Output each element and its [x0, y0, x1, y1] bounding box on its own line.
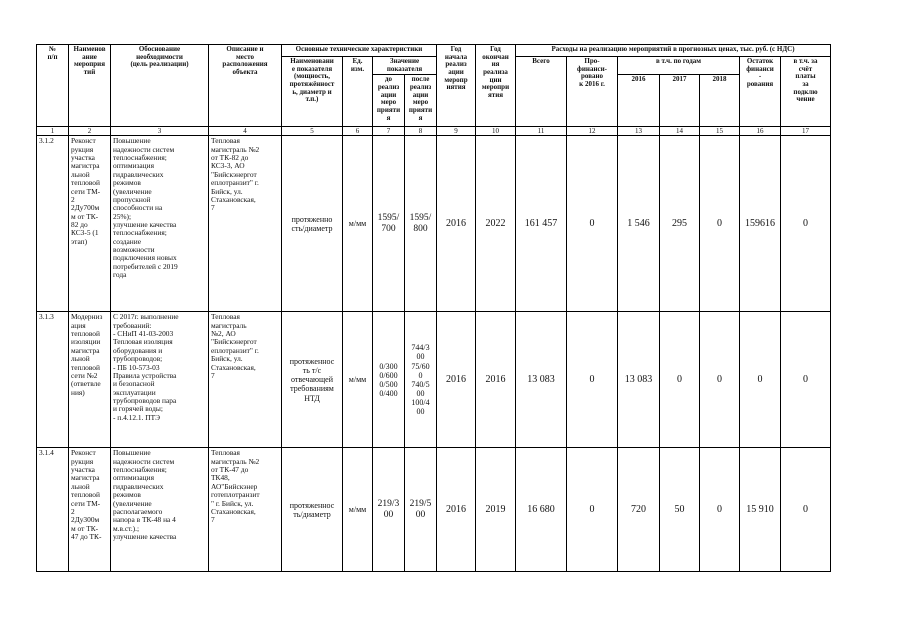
column-number: 7: [373, 127, 405, 136]
text-line: надежности систем: [113, 456, 175, 466]
header-param-name: [282, 57, 343, 127]
text-line: подключения новых: [113, 253, 177, 263]
text-line: АО"Бийскэнер: [211, 481, 258, 491]
table-row: [37, 136, 831, 312]
cell-unit: м/мм: [343, 312, 373, 448]
text-line: - СНиП 41-03-2003: [113, 329, 174, 339]
text-line: режимов: [113, 490, 141, 500]
text-line: изм.: [350, 64, 365, 73]
header-year-2018: 2018: [700, 75, 740, 127]
text-line: магистраль №2: [211, 144, 260, 154]
text-line: пропускной: [113, 194, 151, 204]
text-line: года: [113, 270, 127, 280]
cell-num: 3.1.2: [37, 136, 69, 312]
text-line: (цель реализации): [130, 60, 189, 69]
cell-name: [69, 448, 111, 572]
text-line: прияти: [376, 106, 401, 115]
investment-program-table: [36, 44, 831, 572]
cell-year-end: 2019: [476, 448, 516, 572]
column-number: 5: [282, 127, 343, 136]
table-row: [37, 448, 831, 572]
text-line: 744/3: [411, 343, 430, 353]
text-line: Ед.: [352, 57, 363, 65]
cell-after: [405, 136, 437, 312]
text-line: ация: [71, 320, 86, 330]
column-number-row: [37, 127, 831, 136]
cell-total: 161 457: [516, 136, 567, 312]
cell-year-start: 2016: [437, 136, 476, 312]
text-line: я: [386, 113, 391, 122]
text-line: меро: [380, 98, 397, 107]
text-line: Тепловая изоляция: [113, 337, 173, 347]
column-number: 2: [69, 127, 111, 136]
cell-remaining: 159616: [740, 136, 781, 312]
header-year-2017: 2017: [660, 75, 700, 127]
text-line: эксплуатации: [113, 387, 156, 397]
header-tech-group: Основные технические характеристики: [282, 45, 437, 57]
text-line: (увеличение: [113, 186, 152, 196]
text-line: ации: [448, 68, 464, 77]
text-line: до: [384, 75, 393, 84]
text-line: Тепловая: [211, 312, 240, 322]
text-line: ации: [412, 90, 429, 99]
text-line: место: [236, 52, 254, 61]
text-line: 0: [418, 370, 423, 380]
text-line: ь, диаметр и: [292, 87, 332, 96]
text-line: требований:: [113, 320, 152, 330]
cell-2016: 720: [618, 448, 660, 572]
cell-param: [282, 136, 343, 312]
header-reason: [111, 45, 209, 127]
text-line: счёт: [798, 64, 813, 73]
cell-location: [209, 136, 282, 312]
column-number: 6: [343, 127, 373, 136]
text-line: реализа: [483, 68, 508, 77]
text-line: сети ТМ-: [71, 186, 101, 196]
text-line: Наименов: [73, 45, 106, 53]
text-line: протяженно: [291, 214, 333, 224]
cell-by-fee: 0: [781, 312, 831, 448]
text-line: льной: [71, 481, 90, 491]
cell-name: [69, 312, 111, 448]
text-line: магистраль №2: [211, 456, 260, 466]
cell-by-fee: 0: [781, 448, 831, 572]
text-line: отвечающей: [290, 375, 333, 385]
text-line: 700: [381, 223, 396, 234]
text-line: этап): [71, 236, 88, 246]
text-line: 00: [415, 509, 426, 520]
text-line: рукция: [71, 144, 94, 154]
text-line: Год: [450, 45, 462, 53]
text-line: теплоснабжения;: [113, 228, 167, 238]
text-line: Год: [490, 45, 501, 53]
column-number: 15: [700, 127, 740, 136]
text-line: тепловой: [71, 329, 100, 339]
cell-remaining: 0: [740, 312, 781, 448]
cell-2018: 0: [700, 448, 740, 572]
text-line: от ТК-47 до: [211, 465, 249, 475]
cell-financed: 0: [567, 312, 618, 448]
header-year-start: [437, 45, 476, 127]
cell-param: [282, 312, 343, 448]
cell-year-end: 2016: [476, 312, 516, 448]
text-line: гидравлических: [113, 169, 164, 179]
text-line: 75/60: [411, 361, 430, 371]
cell-unit: м/мм: [343, 136, 373, 312]
text-line: трубопроводов;: [113, 354, 163, 364]
text-line: реализ: [409, 83, 432, 92]
text-line: 2Ду700м: [71, 203, 100, 213]
text-line: Про-: [584, 57, 600, 65]
column-number: 16: [740, 127, 781, 136]
header-year-end: [476, 45, 516, 127]
cell-name: [69, 136, 111, 312]
cell-before: [373, 448, 405, 572]
text-line: еплотранзит" г.: [211, 345, 259, 355]
text-line: 7: [211, 370, 215, 380]
text-line: чение: [796, 95, 815, 104]
text-line: Реконст: [71, 448, 96, 458]
header-name: [69, 45, 111, 127]
text-line: магистраль: [211, 320, 247, 330]
text-line: сть/диаметр: [291, 223, 333, 233]
text-line: изоляции: [71, 337, 101, 347]
text-line: меро: [412, 98, 429, 107]
text-line: 00: [416, 389, 425, 399]
column-number: 13: [618, 127, 660, 136]
header-after: [405, 75, 437, 127]
cell-num: 3.1.4: [37, 448, 69, 572]
text-line: Обоснование: [138, 45, 181, 53]
cell-financed: 0: [567, 136, 618, 312]
text-line: 1595/: [377, 212, 400, 223]
cell-reason: [111, 312, 209, 448]
text-line: объекта: [232, 68, 258, 77]
text-line: сети ТМ-: [71, 498, 101, 508]
column-number: 8: [405, 127, 437, 136]
text-line: 0/500: [379, 379, 398, 389]
text-line: 00: [416, 352, 425, 362]
header-num: [37, 45, 69, 127]
cell-total: 13 083: [516, 312, 567, 448]
text-line: -: [758, 72, 762, 81]
column-number: 10: [476, 127, 516, 136]
text-line: 47 до ТК-: [71, 531, 102, 541]
text-line: окончан: [482, 52, 509, 61]
column-number: 9: [437, 127, 476, 136]
text-line: трубопроводов пара: [113, 395, 177, 405]
header-total: Всего: [516, 57, 567, 127]
text-line: протяжённост: [289, 80, 335, 89]
text-line: Стахановская,: [211, 506, 256, 516]
text-line: 7: [211, 203, 215, 213]
text-line: м от ТК-: [71, 523, 99, 533]
text-line: финанси: [746, 64, 774, 73]
text-line: ть/диаметр: [293, 509, 331, 519]
text-line: 100/4: [411, 398, 430, 408]
cell-2017: 0: [660, 312, 700, 448]
text-line: 0/300: [379, 361, 398, 371]
text-line: рукция: [71, 456, 94, 466]
text-line: платы: [795, 72, 816, 81]
header-unit: [343, 57, 373, 127]
text-line: ния): [71, 387, 85, 397]
text-line: Стахановская,: [211, 194, 256, 204]
text-line: и безопасной: [113, 379, 155, 389]
header-financed: [567, 57, 618, 127]
text-line: теплоснабжения;: [113, 153, 167, 163]
cell-unit: м/мм: [343, 448, 373, 572]
cell-2017: 50: [660, 448, 700, 572]
text-line: реализ: [377, 83, 400, 92]
text-line: после: [411, 75, 430, 84]
text-line: рования: [746, 80, 774, 89]
header-by-years: в т.ч. по годам: [618, 57, 740, 75]
text-line: необходимости: [136, 52, 183, 61]
text-line: еплотранзит" г.: [211, 178, 259, 188]
text-line: тепловой: [71, 490, 100, 500]
cell-year-end: 2022: [476, 136, 516, 312]
text-line: иятия: [446, 83, 466, 92]
text-line: Повышение: [113, 136, 151, 146]
text-line: оптимизация: [113, 161, 154, 171]
text-line: начала: [444, 52, 468, 61]
text-line: прияти: [408, 106, 433, 115]
text-line: готеплотранзит: [211, 490, 260, 500]
header-remaining: [740, 57, 781, 127]
text-line: Значение: [389, 57, 420, 65]
text-line: е показателя: [291, 64, 333, 73]
text-line: 219/3: [377, 498, 400, 509]
text-line: магистра: [71, 161, 100, 171]
cell-2018: 0: [700, 312, 740, 448]
cell-before: [373, 136, 405, 312]
text-line: ание: [82, 52, 97, 61]
text-line: ия: [491, 60, 500, 69]
text-line: тепловой: [71, 362, 100, 372]
header-year-2016: 2016: [618, 75, 660, 127]
cell-year-start: 2016: [437, 312, 476, 448]
text-line: (мощность,: [294, 72, 330, 81]
text-line: улучшение качества: [113, 531, 177, 541]
text-line: 2: [71, 194, 75, 204]
text-line: НТД: [304, 393, 320, 403]
text-line: тий: [83, 68, 96, 77]
text-line: ровано: [580, 72, 604, 81]
cell-remaining: 15 910: [740, 448, 781, 572]
text-line: участка: [71, 153, 95, 163]
text-line: магистра: [71, 345, 100, 355]
text-line: к 2016 г.: [579, 80, 605, 89]
text-line: в т.ч. за: [793, 57, 818, 65]
text-line: показателя: [386, 64, 423, 73]
text-line: м от ТК-: [71, 211, 99, 221]
text-line: льной: [71, 354, 90, 364]
text-line: Наименовани: [290, 57, 334, 65]
text-line: (ответвле: [71, 379, 101, 389]
text-line: КС3-5 (1: [71, 228, 99, 238]
text-line: оптимизация: [113, 473, 154, 483]
text-line: "Бийскэнергот: [211, 337, 257, 347]
text-line: 0/600: [379, 370, 398, 380]
text-line: меропри: [481, 83, 510, 92]
column-number: 4: [209, 127, 282, 136]
text-line: 740/5: [411, 379, 430, 389]
text-line: Тепловая: [211, 448, 240, 458]
text-line: 82 до: [71, 219, 88, 229]
header-location: [209, 45, 282, 127]
cell-2018: 0: [700, 136, 740, 312]
header-before: [373, 75, 405, 127]
text-line: за: [802, 80, 809, 89]
text-line: Повышение: [113, 448, 151, 458]
text-line: подклю: [793, 87, 818, 96]
header-by-fee: [781, 57, 831, 127]
text-line: 7: [211, 515, 215, 525]
cell-by-fee: 0: [781, 136, 831, 312]
text-line: " г. Бийск, ул.: [211, 498, 254, 508]
text-line: №2, АО: [211, 329, 236, 339]
text-line: ации: [380, 90, 397, 99]
column-number: 14: [660, 127, 700, 136]
text-line: финанси-: [577, 64, 607, 73]
text-line: т.п.): [305, 95, 319, 104]
text-line: и горячей воды;: [113, 404, 163, 414]
text-line: льной: [71, 169, 90, 179]
text-line: тепловой: [71, 178, 100, 188]
text-line: создание: [113, 236, 141, 246]
text-line: протяженнос: [289, 356, 335, 366]
text-line: теплоснабжения;: [113, 465, 167, 475]
column-number: 17: [781, 127, 831, 136]
text-line: магистра: [71, 473, 100, 483]
text-line: (увеличение: [113, 498, 152, 508]
text-line: надежности систем: [113, 144, 175, 154]
cell-after: [405, 448, 437, 572]
column-number: 3: [111, 127, 209, 136]
text-line: способности на: [113, 203, 163, 213]
text-line: 00: [416, 407, 425, 417]
cell-location: [209, 312, 282, 448]
text-line: п/п: [47, 52, 58, 61]
text-line: меропр: [444, 75, 468, 84]
text-line: режимов: [113, 178, 141, 188]
cell-location: [209, 448, 282, 572]
cell-num: 3.1.3: [37, 312, 69, 448]
text-line: - п.4.12.1. ПТЭ: [113, 412, 161, 422]
text-line: 1595/: [409, 212, 432, 223]
text-line: от ТК-82 до: [211, 153, 249, 163]
text-line: Остаток: [746, 57, 774, 65]
text-line: 2: [71, 506, 75, 516]
text-line: КС3-3, АО: [211, 161, 245, 171]
text-line: ции: [489, 75, 502, 84]
cell-2017: 295: [660, 136, 700, 312]
text-line: реализ: [445, 60, 467, 69]
text-line: расположения: [222, 60, 268, 69]
text-line: возможности: [113, 245, 155, 255]
text-line: Бийск, ул.: [211, 186, 243, 196]
text-line: - ПБ 10-573-03: [113, 362, 160, 372]
text-line: 0/400: [379, 389, 398, 399]
text-line: улучшение качества: [113, 219, 177, 229]
cell-after: [405, 312, 437, 448]
text-line: 800: [413, 223, 428, 234]
text-line: оборудования и: [113, 345, 163, 355]
column-number: 12: [567, 127, 618, 136]
text-line: ятия: [487, 91, 504, 100]
text-line: 2Ду300м: [71, 515, 100, 525]
text-line: ТК48,: [211, 473, 230, 483]
text-line: 25%);: [113, 211, 132, 221]
text-line: 00: [383, 509, 394, 520]
text-line: Бийск, ул.: [211, 354, 243, 364]
text-line: "Бийскэнергот: [211, 169, 257, 179]
cell-2016: 13 083: [618, 312, 660, 448]
text-line: располагаемого: [113, 506, 163, 516]
text-line: Реконст: [71, 136, 96, 146]
text-line: м.в.ст.).;: [113, 523, 140, 533]
cell-financed: 0: [567, 448, 618, 572]
cell-before: [373, 312, 405, 448]
cell-reason: [111, 448, 209, 572]
column-number: 1: [37, 127, 69, 136]
text-line: потребителей с 2019: [113, 261, 178, 271]
text-line: Правила устройства: [113, 370, 177, 380]
text-line: мероприя: [73, 60, 105, 69]
text-line: протяженнос: [289, 500, 335, 510]
column-number: 11: [516, 127, 567, 136]
table-row: [37, 312, 831, 448]
text-line: ть т/с: [302, 366, 322, 376]
text-line: №: [48, 45, 57, 53]
text-line: участка: [71, 465, 95, 475]
text-line: напора в ТК-48 на 4: [113, 515, 176, 525]
cell-year-start: 2016: [437, 448, 476, 572]
header-costs-group: Расходы на реализацию мероприятий в прогнозных ценах, тыс. руб. (с НДС): [516, 45, 831, 57]
cell-2016: 1 546: [618, 136, 660, 312]
text-line: 219/5: [409, 498, 432, 509]
cell-total: 16 680: [516, 448, 567, 572]
header-value-group: [373, 57, 437, 75]
text-line: Описание и: [226, 45, 264, 53]
text-line: гидравлических: [113, 481, 164, 491]
text-line: я: [418, 113, 423, 122]
text-line: Модерниз: [71, 312, 103, 322]
text-line: требованиям: [290, 384, 334, 394]
cell-reason: [111, 136, 209, 312]
text-line: сети №2: [71, 370, 98, 380]
text-line: Стахановская,: [211, 362, 256, 372]
text-line: С 2017г. выполнение: [113, 312, 179, 322]
cell-param: [282, 448, 343, 572]
text-line: Тепловая: [211, 136, 240, 146]
